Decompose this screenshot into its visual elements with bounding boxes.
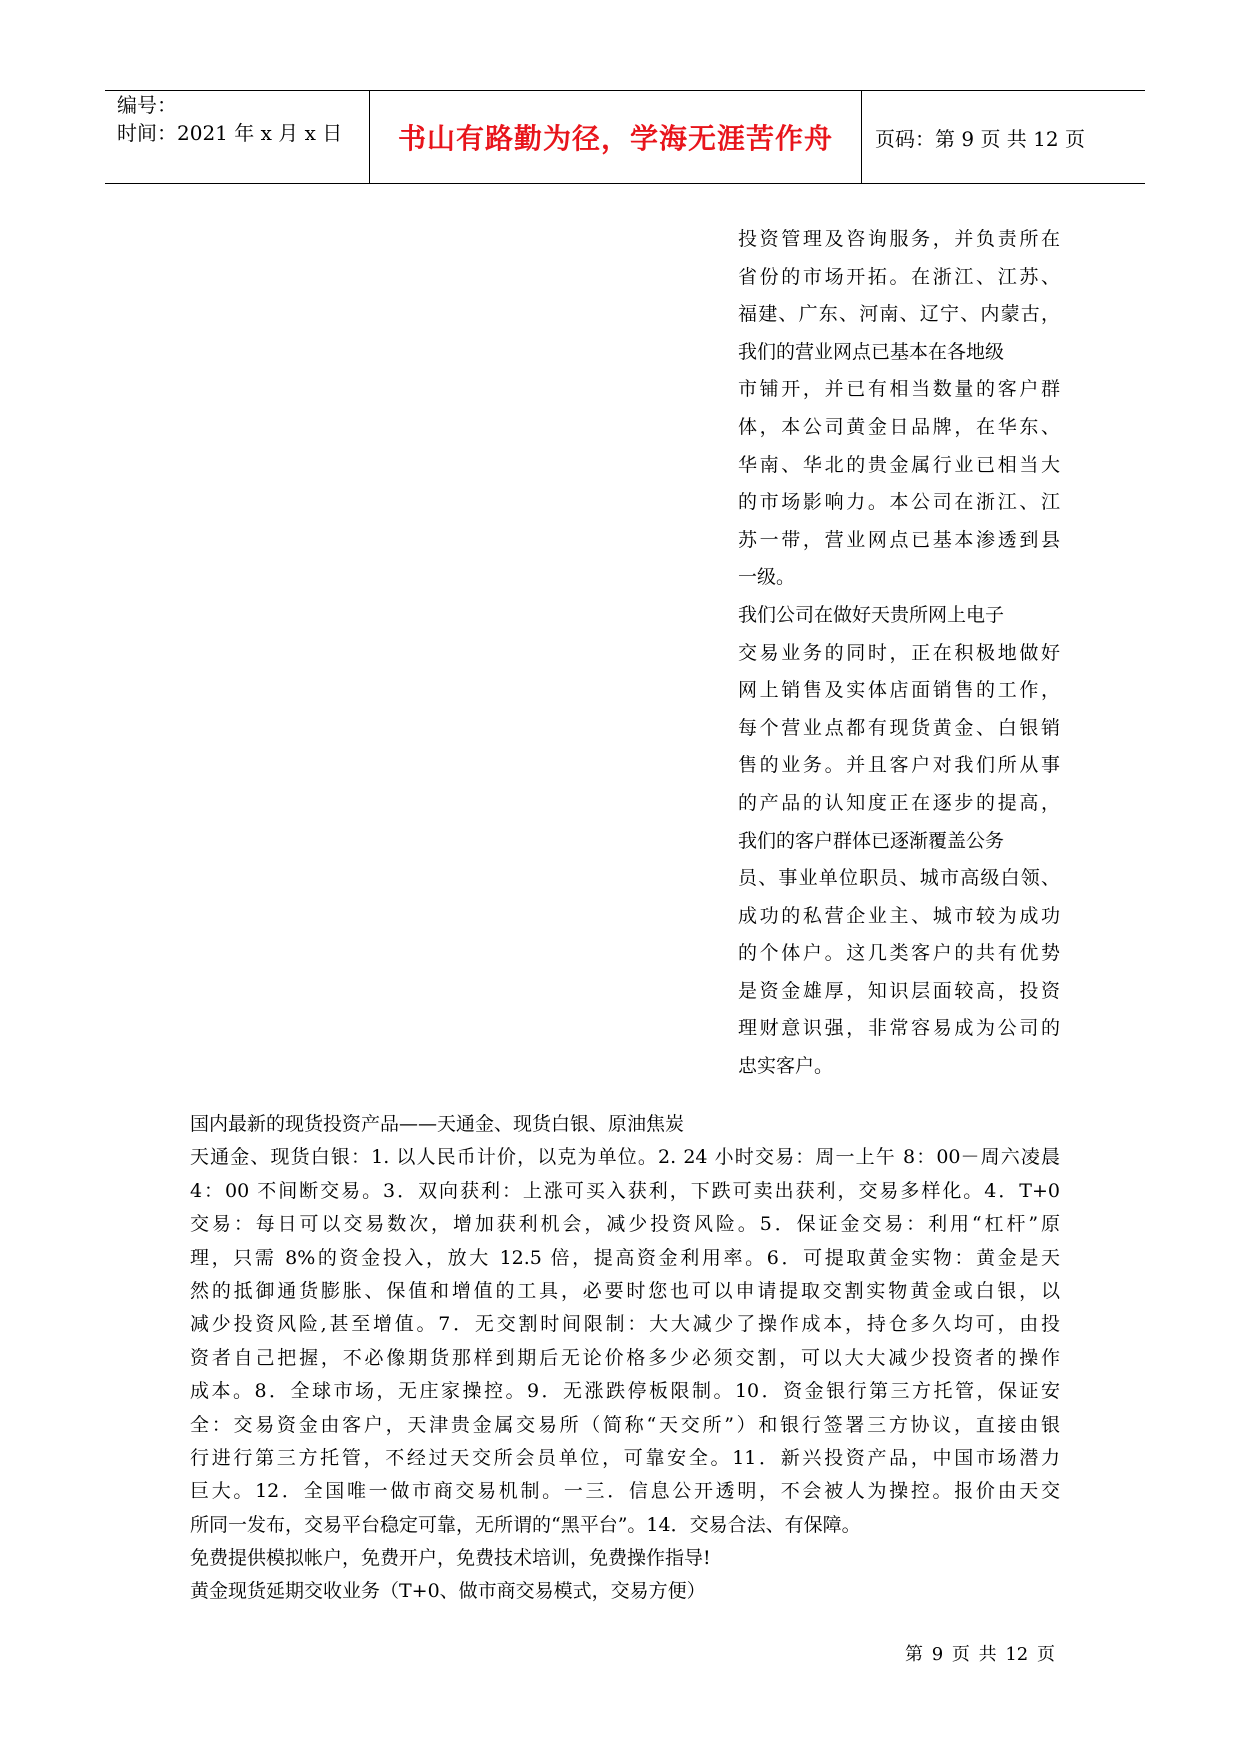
document-time-label: 时间：2021 年 x 月 x 日: [117, 121, 343, 145]
column-line: 省份的市场开拓。在浙江、江苏、: [738, 265, 1060, 288]
column-line: 华南、华北的贵金属行业已相当大: [738, 453, 1060, 476]
column-line: 我们的营业网点已基本在各地级: [738, 340, 1005, 363]
body-heading: 国内最新的现货投资产品——天通金、现货白银、原油焦炭: [190, 1113, 685, 1135]
body-line: 全：交易资金由客户，天津贵金属交易所（简称“天交所”）和银行签署三方协议，直接由银: [190, 1413, 1060, 1436]
body-line: 减少投资风险,甚至增值。7．无交割时间限制：大大减少了操作成本，持仓多久均可，由投: [190, 1313, 1060, 1336]
body-line: 交易：每日可以交易数次，增加获利机会，减少投资风险。5．保证金交易：利用“杠杆”原: [190, 1213, 1060, 1236]
column-line: 投资管理及咨询服务，并负责所在: [738, 228, 1060, 250]
column-line: 忠实客户。: [738, 1055, 834, 1078]
column-line: 福建、广东、河南、辽宁、内蒙古，: [738, 303, 1060, 326]
column-line: 员、事业单位职员、城市高级白领、: [738, 867, 1060, 890]
column-line: 的市场影响力。本公司在浙江、江: [738, 491, 1060, 514]
body-line: 天通金、现货白银：1. 以人民币计价，以克为单位。2. 24 小时交易：周一上午 8：00－周六凌晨: [190, 1146, 1060, 1169]
column-line: 一级。: [738, 566, 796, 589]
body-line: 4：00 不间断交易。3．双向获利：上涨可买入获利，下跌可卖出获利，交易多样化。4．T+0: [190, 1179, 1060, 1202]
header-page-info: 页码：第 9 页 共 12 页: [875, 126, 1085, 151]
column-line: 网上销售及实体店面销售的工作，: [738, 679, 1060, 702]
header-motto: 书山有路勤为径，学海无涯苦作舟: [397, 122, 833, 155]
body-line: 资者自己把握，不必像期货那样到期后无论价格多少必须交割，可以大大减少投资者的操作: [190, 1346, 1060, 1369]
column-line: 理财意识强，非常容易成为公司的: [738, 1017, 1060, 1040]
column-line: 每个营业点都有现货黄金、白银销: [738, 716, 1060, 739]
column-line: 售的业务。并且客户对我们所从事: [738, 754, 1060, 777]
header-motto-cell: [370, 91, 862, 183]
column-line: 市铺开，并已有相当数量的客户群: [738, 378, 1060, 401]
body-line: 行进行第三方托管，不经过天交所会员单位，可靠安全。11．新兴投资产品，中国市场潜力: [190, 1446, 1060, 1469]
right-column-text: [738, 221, 1060, 1086]
column-line: 是资金雄厚，知识层面较高，投资: [738, 979, 1060, 1002]
body-line: 巨大。12．全国唯一做市商交易机制。一三．信息公开透明，不会被人为操控。报价由天交: [190, 1480, 1060, 1503]
body-line: 然的抵御通货膨胀、保值和增值的工具，必要时您也可以申请提取交割实物黄金或白银，以: [190, 1279, 1060, 1302]
column-line: 交易业务的同时，正在积极地做好: [738, 641, 1060, 664]
column-line: 体，本公司黄金日品牌，在华东、: [738, 415, 1060, 438]
body-line: 黄金现货延期交收业务（T+0、做市商交易模式，交易方便）: [190, 1580, 706, 1603]
body-text: [190, 1108, 1060, 1609]
body-line: 免费提供模拟帐户，免费开户，免费技术培训，免费操作指导!: [190, 1547, 711, 1570]
footer-page-number: 第 9 页 共 12 页: [905, 1644, 1055, 1665]
document-number-label: 编号：: [117, 93, 177, 117]
column-line: 苏一带，营业网点已基本渗透到县: [738, 528, 1060, 551]
header-meta-cell: [105, 91, 370, 183]
column-line: 我们的客户群体已逐渐覆盖公务: [738, 829, 1005, 852]
body-line: 所同一发布，交易平台稳定可靠，无所谓的“黑平台”。14．交易合法、有保障。: [190, 1513, 861, 1536]
body-line: 理，只需 8%的资金投入，放大 12.5 倍，提高资金利用率。6．可提取黄金实物：黄金是天: [190, 1246, 1060, 1269]
column-line: 我们公司在做好天贵所网上电子: [738, 603, 1005, 626]
body-line: 成本。8．全球市场，无庄家操控。9．无涨跌停板限制。10．资金银行第三方托管，保证安: [190, 1380, 1060, 1403]
column-line: 的个体户。这几类客户的共有优势: [738, 942, 1060, 965]
column-line: 的产品的认知度正在逐步的提高，: [738, 791, 1060, 814]
column-line: 成功的私营企业主、城市较为成功: [738, 904, 1060, 927]
page-header: [105, 90, 1145, 184]
